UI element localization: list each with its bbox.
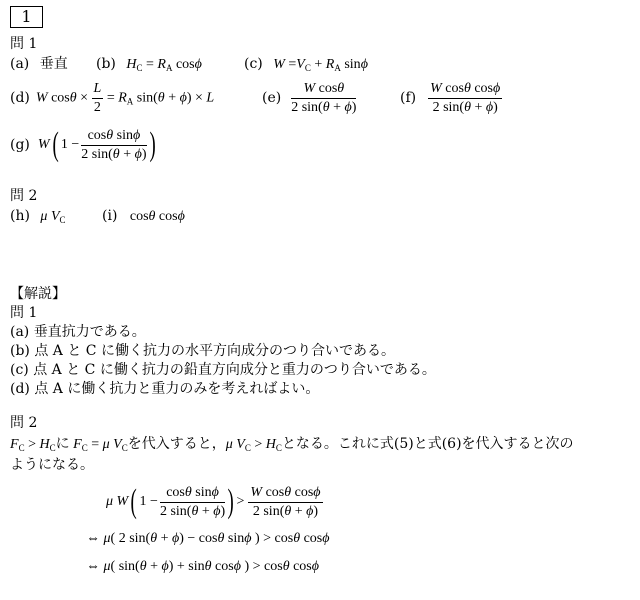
derivation-line-3: ⇔ μ( sin(θ + ϕ) + sinθ cosϕ ) > cosθ cosϕ [86,559,320,574]
answer-b [96,56,202,76]
commentary-q2-label: 問 2 [10,415,38,431]
answer-i [102,208,185,225]
answer-a-text: 垂直 [39,56,68,72]
answer-c [244,56,368,76]
derivation-line-2: ⇔ μ( 2 sin(θ + ϕ) − cosθ sinϕ ) > cosθ cosϕ [86,531,330,546]
answer-h [10,208,66,228]
answer-g [10,124,158,166]
answer-d-label: (d) [10,90,30,106]
answer-a [10,56,68,72]
answer-f-label: (f) [400,90,417,106]
answer-g-equation: W ( 1 − $\frac{\text{cosθ sinϕ}}{2 \sin(\theta + \phi)}$ ) [37,126,156,163]
answer-i-equation: cosθ cosϕ [129,209,185,224]
answer-d [10,80,214,116]
commentary-p3: となる。これに式(5)と式(6)を代入すると次の [281,436,574,452]
answer-e-equation: $\frac{\text{W cosθ}}{2 \sin(\theta + \phi)}$ [291,80,357,115]
answer-d-equation: W cosθ × $\frac{L}{2}$ = $R_A$ sin(θ + ϕ) × L [35,80,215,115]
derivation-line-1: μ W ( 1 − $\frac{\text{cosθ sinϕ}}{2 \sin(\theta + \phi)}$ ) > $\frac{\text{W cosθ cosϕ}}{2 \sin(\theta + \phi)}$ [106,483,321,520]
question-1-label: 問 1 [10,36,38,52]
commentary-line-a: (a) 垂直抗力である。 [10,324,146,340]
commentary-heading: 【解説】 [10,286,66,302]
commentary-q1-label: 問 1 [10,305,38,321]
answer-g-label: (g) [10,137,30,153]
answer-f-equation: $\frac{\text{W cosθ cosϕ}}{2 \sin(\theta + \phi)}$ [430,80,501,115]
answer-b-label: (b) [96,56,116,72]
commentary-p4: ようになる。 [10,457,94,473]
answer-e-label: (e) [262,90,282,106]
commentary-line-b: (b) 点 A と C に働く抗力の水平方向成分のつり合いである。 [10,343,395,359]
section-number-box: 1 [10,6,43,28]
commentary-line-d: (d) 点 A に働く抗力と重力のみを考えればよい。 [10,381,320,397]
commentary-p2: を代入すると， [127,436,226,452]
answer-c-label: (c) [244,56,263,72]
answer-e [262,80,356,116]
commentary-p1: に [55,436,70,452]
commentary-paragraph-line1: $F_C > H_C$に $F_C = \mu$ $V_C$を代入すると，μ $V_C > H_C$となる。これに式(5)と式(6)を代入すると次の [10,436,574,453]
answer-a-label: (a) [10,56,30,72]
answer-i-label: (i) [102,208,118,224]
answer-h-label: (h) [10,208,30,224]
answer-b-equation: $H_C = R_A$ cosϕ [126,57,202,73]
question-2-label: 問 2 [10,188,38,204]
answer-f [400,80,502,116]
commentary-line-c: (c) 点 A と C に働く抗力の鉛直方向成分と重力のつり合いである。 [10,362,436,378]
answer-c-equation: $W =V_C + R_A$ sinϕ [273,57,368,73]
answer-h-equation: μ $V_C$ [40,209,66,225]
